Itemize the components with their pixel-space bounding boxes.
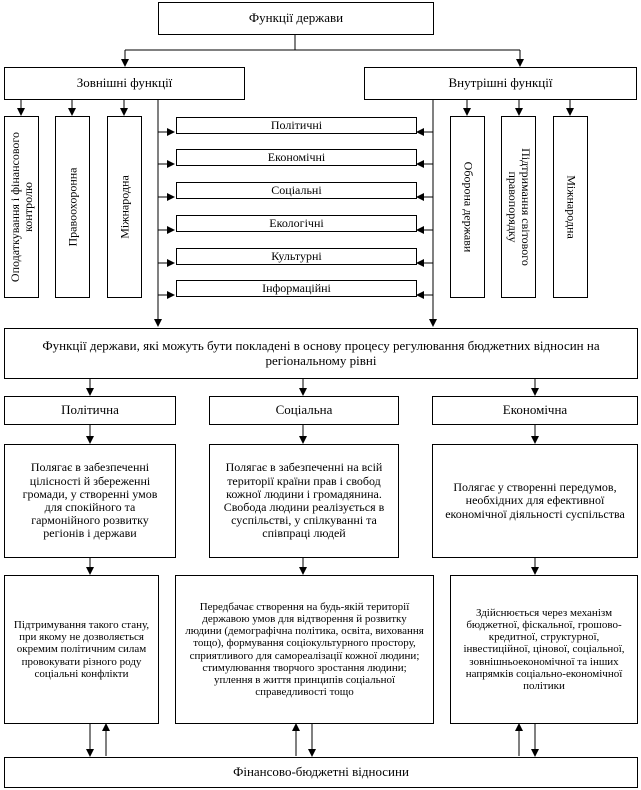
- external-functions-header: Зовнішні функції: [4, 67, 245, 100]
- internal-item-label: Міжнародна: [564, 175, 579, 239]
- external-item-taxation: [4, 116, 39, 298]
- internal-item-label: Оборона держави: [461, 161, 476, 253]
- column-title-social: Соціальна: [209, 396, 399, 425]
- financial-budget-relations: Фінансово-бюджетні відносини: [4, 757, 638, 788]
- column-title-political: Політична: [4, 396, 176, 425]
- state-functions-title: Функції держави: [158, 2, 434, 35]
- internal-item-label: Підтримання світового правопорядку: [505, 148, 533, 266]
- regional-functions-box: Функції держави, які можуть бути покладені в основу процесу регулювання бюджетних відносин на регіональному рівні: [4, 328, 638, 379]
- column-desc-social: Полягає в забезпеченні на всій території країни прав і свобод кожної людини і громадянина. Свобода людини реалізується в суспільстві, у спілкуванні та співпраці людей: [209, 444, 399, 558]
- internal-item-international: [553, 116, 588, 298]
- function-social: Соціальні: [176, 182, 417, 199]
- column-desc-political: Полягає в забезпеченні цілісності й збереженні громади, у створенні умов для спокійного та гармонійного розвитку регіонів і держави: [4, 444, 176, 558]
- external-item-label: Оподаткування і фінансового контролю: [7, 131, 35, 283]
- external-item-label: Міжнародна: [116, 175, 131, 239]
- external-item-international: [107, 116, 142, 298]
- function-ecological: Екологічні: [176, 215, 417, 232]
- column-detail-economic: Здійснюється через механізм бюджетної, фіскальної, грошово-кредитної, структурної, інвестиційної, цінової, соціальної, зовнішньоекономічної та інших напрямків соціально-економічної політики: [450, 575, 638, 724]
- function-cultural: Культурні: [176, 248, 417, 265]
- function-economic: Економічні: [176, 149, 417, 166]
- function-informational: Інформаційні: [176, 280, 417, 297]
- column-detail-political: Підтримування такого стану, при якому не дозволяється окремим політичним силам провокувати різного роду соціальні конфлікти: [4, 575, 159, 724]
- column-title-economic: Економічна: [432, 396, 638, 425]
- external-item-law-enforcement: [55, 116, 90, 298]
- internal-functions-header: Внутрішні функції: [364, 67, 637, 100]
- external-item-label: Правоохоронна: [64, 167, 79, 247]
- function-political: Політичні: [176, 117, 417, 134]
- column-desc-economic: Полягає у створенні передумов, необхідних для ефективної економічної діяльності суспільства: [432, 444, 638, 558]
- column-detail-social: Передбачає створення на будь-якій території державою умов для відтворення й розвитку людини (демографічна політика, освіта, виховання тощо), формування соціокультурного простору, сприятливого для самореалізації кожної людини; стимулювання творчого зростання людини; уплення в життя принципів соціальної справедливості тощо: [175, 575, 434, 724]
- internal-item-defense: [450, 116, 485, 298]
- internal-item-world-order: [501, 116, 536, 298]
